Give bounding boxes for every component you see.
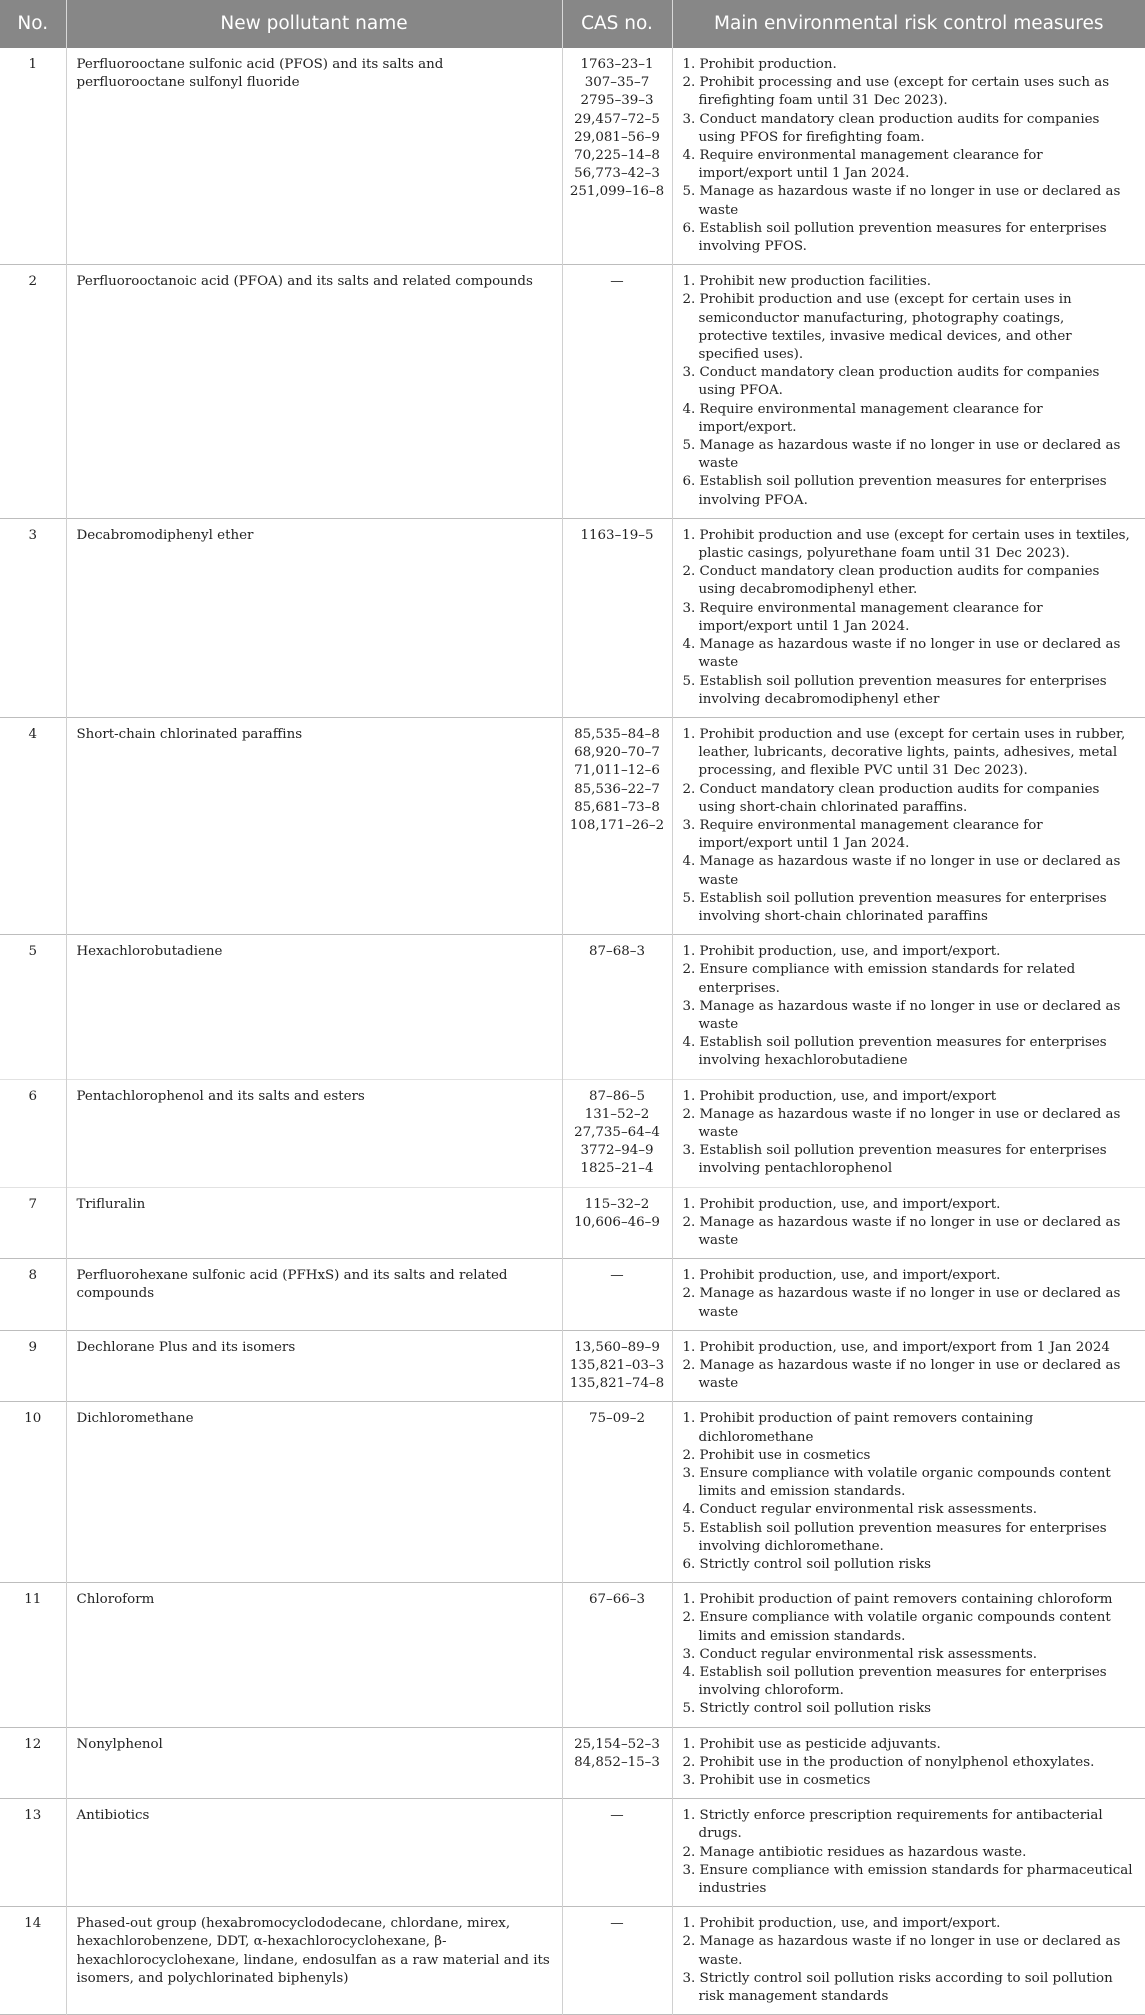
measure-item: 2. Conduct mandatory clean production audits for companies using decabromodiphenyl ether. (682, 564, 1100, 598)
row-number: 5 (0, 935, 66, 1079)
measure-item: 6. Strictly control soil pollution risks (682, 1557, 932, 1573)
control-measures (672, 1727, 1145, 1799)
measure-item: 3. Prohibit use in cosmetics (682, 1773, 871, 1789)
cas-number: 135,821–74–8 (569, 1376, 665, 1392)
measure-list (683, 943, 1136, 1070)
measure-item: 5. Manage as hazardous waste if no longer in use or declared as waste (682, 438, 1121, 472)
pollutant-name: Trifluralin (66, 1187, 562, 1259)
measure-item: 3. Ensure compliance with emission standards for pharmaceutical industries (682, 1862, 1133, 1897)
cas-number: 85,681–73–8 (574, 799, 660, 815)
measure-item: 4. Establish soil pollution prevention measures for enterprises involving chloroform. (682, 1665, 1107, 1699)
cas-number: — (610, 274, 624, 290)
cas-numbers (562, 1907, 672, 2015)
measure-list (683, 1807, 1136, 1898)
control-measures (672, 1583, 1145, 1727)
measure-item: 2. Manage as hazardous waste if no longer in use or declared as waste (682, 1214, 1121, 1248)
measure-item: 4. Require environmental management clearance for import/export. (682, 401, 1043, 435)
measure-item: 1. Strictly enforce prescription requirements for antibacterial drugs. (682, 1808, 1103, 1842)
measure-item: 3. Conduct mandatory clean production audits for companies using PFOA. (682, 365, 1100, 399)
cas-numbers (562, 1079, 672, 1187)
measure-item: 6. Establish soil pollution prevention measures for enterprises involving PFOS. (682, 220, 1107, 255)
measure-item: 1. Prohibit production, use, and import/export. (682, 1196, 1001, 1212)
measure-item: 2. Ensure compliance with emission standards for related enterprises. (682, 962, 1076, 996)
cas-number: — (610, 1268, 624, 1284)
measure-item: 4. Manage as hazardous waste if no longer in use or declared as waste (682, 854, 1121, 888)
control-measures (672, 1907, 1145, 2015)
measure-item: 3. Require environmental management clearance for import/export until 1 Jan 2024. (682, 600, 1043, 634)
cas-numbers (562, 48, 672, 265)
table-body (0, 48, 1145, 2015)
row-number: 3 (0, 518, 66, 717)
measure-item: 5. Establish soil pollution prevention measures for enterprises involving short-chain chlorinated paraffins (682, 890, 1107, 924)
control-measures (672, 1799, 1145, 1907)
pollutant-name: Chloroform (66, 1583, 562, 1727)
cas-number: 87–86–5 (589, 1088, 645, 1104)
measure-item: 5. Establish soil pollution prevention measures for enterprises involving dichloromethane. (682, 1520, 1107, 1554)
cas-numbers (562, 1799, 672, 1907)
row-number: 2 (0, 265, 66, 519)
cas-numbers (562, 265, 672, 519)
cas-numbers (562, 1330, 672, 1402)
row-number: 9 (0, 1330, 66, 1402)
control-measures (672, 1187, 1145, 1259)
measure-item: 1. Prohibit production, use, and import/export. (682, 1916, 1001, 1932)
measure-item: 2. Manage as hazardous waste if no longer in use or declared as waste. (682, 1934, 1121, 1968)
control-measures (672, 1079, 1145, 1187)
measure-item: 1. Prohibit production of paint removers containing chloroform (682, 1592, 1113, 1608)
measure-list (683, 273, 1136, 510)
cas-number: 71,011–12–6 (574, 763, 660, 779)
cas-number: 2795–39–3 (580, 93, 654, 109)
cas-number: 1163–19–5 (580, 527, 654, 543)
cas-numbers (562, 717, 672, 934)
row-number: 13 (0, 1799, 66, 1907)
table-row (0, 1727, 1145, 1799)
pollutant-name: Dichloromethane (66, 1402, 562, 1583)
cas-number: — (610, 1808, 624, 1824)
measure-item: 5. Strictly control soil pollution risks (682, 1701, 932, 1717)
measure-item: 1. Prohibit production, use, and import/export. (682, 1268, 1001, 1284)
cas-number: 251,099–16–8 (569, 184, 665, 200)
measure-item: 4. Require environmental management clearance for import/export until 1 Jan 2024. (682, 148, 1043, 182)
measure-item: 5. Establish soil pollution prevention measures for enterprises involving decabromodiphenyl ether (682, 673, 1107, 707)
measure-list (683, 527, 1136, 709)
row-number: 10 (0, 1402, 66, 1583)
measure-list (683, 1410, 1136, 1574)
cas-numbers (562, 1187, 672, 1259)
row-number: 8 (0, 1259, 66, 1331)
cas-number: 85,536–22–7 (574, 781, 660, 797)
measure-item: 1. Prohibit production, use, and import/export (682, 1088, 997, 1104)
measure-item: 4. Establish soil pollution prevention measures for enterprises involving hexachlorobutadiene (682, 1035, 1107, 1069)
cas-number: 307–35–7 (584, 75, 650, 91)
row-number: 1 (0, 48, 66, 265)
cas-number: 56,773–42–3 (574, 166, 660, 182)
pollutant-name: Perfluorooctane sulfonic acid (PFOS) and its salts and perfluorooctane sulfonyl fluoride (66, 48, 562, 265)
measure-list (683, 1591, 1136, 1718)
measure-item: 2. Manage as hazardous waste if no longer in use or declared as waste (682, 1106, 1121, 1140)
measure-item: 3. Conduct regular environmental risk assessments. (682, 1646, 1037, 1662)
measure-list (683, 726, 1136, 926)
pollutant-name: Short-chain chlorinated paraffins (66, 717, 562, 934)
measure-item: 2. Prohibit use in the production of nonylphenol ethoxylates. (682, 1754, 1095, 1770)
pollutant-name: Perfluorohexane sulfonic acid (PFHxS) and its salts and related compounds (66, 1259, 562, 1331)
table-row (0, 717, 1145, 934)
control-measures (672, 717, 1145, 934)
row-number: 14 (0, 1907, 66, 2015)
measure-list (683, 1088, 1136, 1179)
cas-number: 1825–21–4 (580, 1161, 654, 1177)
cas-number: 135,821–03–3 (569, 1358, 665, 1373)
cas-number: 84,852–15–3 (574, 1754, 660, 1770)
cas-number: 67–66–3 (589, 1592, 645, 1608)
measure-list (683, 1736, 1136, 1791)
cas-numbers (562, 1583, 672, 1727)
cas-number: 10,606–46–9 (574, 1214, 660, 1230)
table-row (0, 1259, 1145, 1331)
header-cas: CAS no. (562, 0, 672, 48)
measure-list (683, 1196, 1136, 1251)
row-number: 12 (0, 1727, 66, 1799)
measure-item: 1. Prohibit production of paint removers containing dichloromethane (682, 1411, 1034, 1445)
table-row (0, 1583, 1145, 1727)
cas-number: 29,457–72–5 (574, 111, 660, 127)
header-name: New pollutant name (66, 0, 562, 48)
cas-number: 27,735–64–4 (574, 1124, 660, 1140)
table-row (0, 935, 1145, 1079)
table-row (0, 1402, 1145, 1583)
row-number: 7 (0, 1187, 66, 1259)
cas-number: 29,081–56–9 (574, 129, 660, 145)
measure-item: 2. Manage as hazardous waste if no longer in use or declared as waste (682, 1358, 1121, 1392)
cas-number: 1763–23–1 (580, 57, 654, 72)
measure-item: 3. Manage as hazardous waste if no longer in use or declared as waste (682, 998, 1121, 1032)
measure-item: 1. Prohibit new production facilities. (682, 274, 932, 290)
measure-list (683, 56, 1136, 256)
header-measures: Main environmental risk control measures (672, 0, 1145, 48)
cas-numbers (562, 1259, 672, 1331)
pollutant-name: Pentachlorophenol and its salts and esters (66, 1079, 562, 1187)
cas-numbers (562, 1402, 672, 1583)
control-measures (672, 1402, 1145, 1583)
measure-item: 3. Strictly control soil pollution risks according to soil pollution risk management standards (682, 1970, 1113, 2005)
measure-item: 2. Prohibit processing and use (except for certain uses such as firefighting foam until 31 Dec 2023). (682, 75, 1110, 109)
cas-number: 13,560–89–9 (574, 1339, 660, 1355)
cas-number: 75–09–2 (589, 1411, 645, 1427)
measure-item: 3. Ensure compliance with volatile organic compounds content limits and emission standards. (682, 1466, 1111, 1500)
measure-item: 2. Ensure compliance with volatile organic compounds content limits and emission standards. (682, 1610, 1111, 1644)
measure-list (683, 1339, 1136, 1394)
row-number: 11 (0, 1583, 66, 1727)
measure-item: 3. Conduct mandatory clean production audits for companies using PFOS for firefighting foam. (682, 111, 1100, 145)
pollutant-name: Antibiotics (66, 1799, 562, 1907)
measure-item: 1. Prohibit use as pesticide adjuvants. (682, 1736, 941, 1752)
measure-item: 4. Manage as hazardous waste if no longer in use or declared as waste (682, 637, 1121, 671)
pollutant-name: Phased-out group (hexabromocyclododecane, chlordane, mirex, hexachlorobenzene, DDT, α-hexachlorocyclohexane, β-hexachlorocyclohexane, lindane, endosulfan as a raw material and its isomers, and polychlorinated biphenyls) (66, 1907, 562, 2015)
measure-item: 2. Conduct mandatory clean production audits for companies using short-chain chlorinated paraffins. (682, 781, 1100, 815)
control-measures (672, 1259, 1145, 1331)
measure-item: 3. Establish soil pollution prevention measures for enterprises involving pentachlorophenol (682, 1143, 1107, 1177)
row-number: 4 (0, 717, 66, 934)
cas-number: 115–32–2 (584, 1196, 650, 1212)
cas-number: — (610, 1916, 624, 1932)
measure-item: 1. Prohibit production, use, and import/export. (682, 944, 1001, 960)
measure-item: 2. Manage as hazardous waste if no longer in use or declared as waste (682, 1286, 1121, 1320)
measure-item: 2. Manage antibiotic residues as hazardous waste. (682, 1844, 1027, 1860)
measure-item: 5. Manage as hazardous waste if no longer in use or declared as waste (682, 184, 1121, 218)
cas-number: 85,535–84–8 (574, 726, 660, 742)
measure-item: 1. Prohibit production and use (except for certain uses in textiles, plastic casings, polyurethane foam until 31 Dec 2023). (682, 527, 1130, 562)
control-measures (672, 518, 1145, 717)
pollutant-name: Dechlorane Plus and its isomers (66, 1330, 562, 1402)
table-row (0, 518, 1145, 717)
cas-numbers (562, 518, 672, 717)
table-row (0, 1079, 1145, 1187)
control-measures (672, 1330, 1145, 1402)
cas-number: 68,920–70–7 (574, 745, 660, 761)
control-measures (672, 935, 1145, 1079)
measure-item: 1. Prohibit production. (682, 57, 837, 72)
control-measures (672, 48, 1145, 265)
table-row (0, 1187, 1145, 1259)
measure-item: 4. Conduct regular environmental risk assessments. (682, 1502, 1037, 1518)
cas-number: 131–52–2 (584, 1106, 650, 1122)
control-measures (672, 265, 1145, 519)
pollutant-name: Nonylphenol (66, 1727, 562, 1799)
cas-number: 3772–94–9 (580, 1143, 654, 1159)
header-row (0, 0, 1145, 48)
cas-number: 87–68–3 (589, 944, 645, 960)
cas-number: 70,225–14–8 (574, 148, 660, 164)
table-row (0, 265, 1145, 519)
measure-item: 3. Require environmental management clearance for import/export until 1 Jan 2024. (682, 817, 1043, 852)
measure-item: 6. Establish soil pollution prevention measures for enterprises involving PFOA. (682, 474, 1107, 508)
measure-item: 1. Prohibit production and use (except for certain uses in rubber, leather, lubricants, decorative lights, paints, adhesives, metal processing, and flexible PVC until 31 Dec 2023). (682, 726, 1126, 779)
pollutant-name: Hexachlorobutadiene (66, 935, 562, 1079)
measure-item: 2. Prohibit production and use (except for certain uses in semiconductor manufacturing, photography coatings, protective textiles, invasive medical devices, and other specified uses). (682, 292, 1072, 363)
table-header (0, 0, 1145, 48)
measure-list (683, 1267, 1136, 1322)
cas-number: 108,171–26–2 (569, 817, 665, 833)
cas-number: 25,154–52–3 (574, 1736, 660, 1752)
header-no: No. (0, 0, 66, 48)
cas-numbers (562, 935, 672, 1079)
table-row (0, 1330, 1145, 1402)
measure-item: 2. Prohibit use in cosmetics (682, 1447, 871, 1463)
table-row (0, 1799, 1145, 1907)
measure-item: 1. Prohibit production, use, and import/export from 1 Jan 2024 (682, 1339, 1110, 1355)
measure-list (683, 1915, 1136, 2006)
pollutant-name: Perfluorooctanoic acid (PFOA) and its salts and related compounds (66, 265, 562, 519)
table-row (0, 48, 1145, 265)
table-row (0, 1907, 1145, 2015)
row-number: 6 (0, 1079, 66, 1187)
pollutant-name: Decabromodiphenyl ether (66, 518, 562, 717)
cas-numbers (562, 1727, 672, 1799)
